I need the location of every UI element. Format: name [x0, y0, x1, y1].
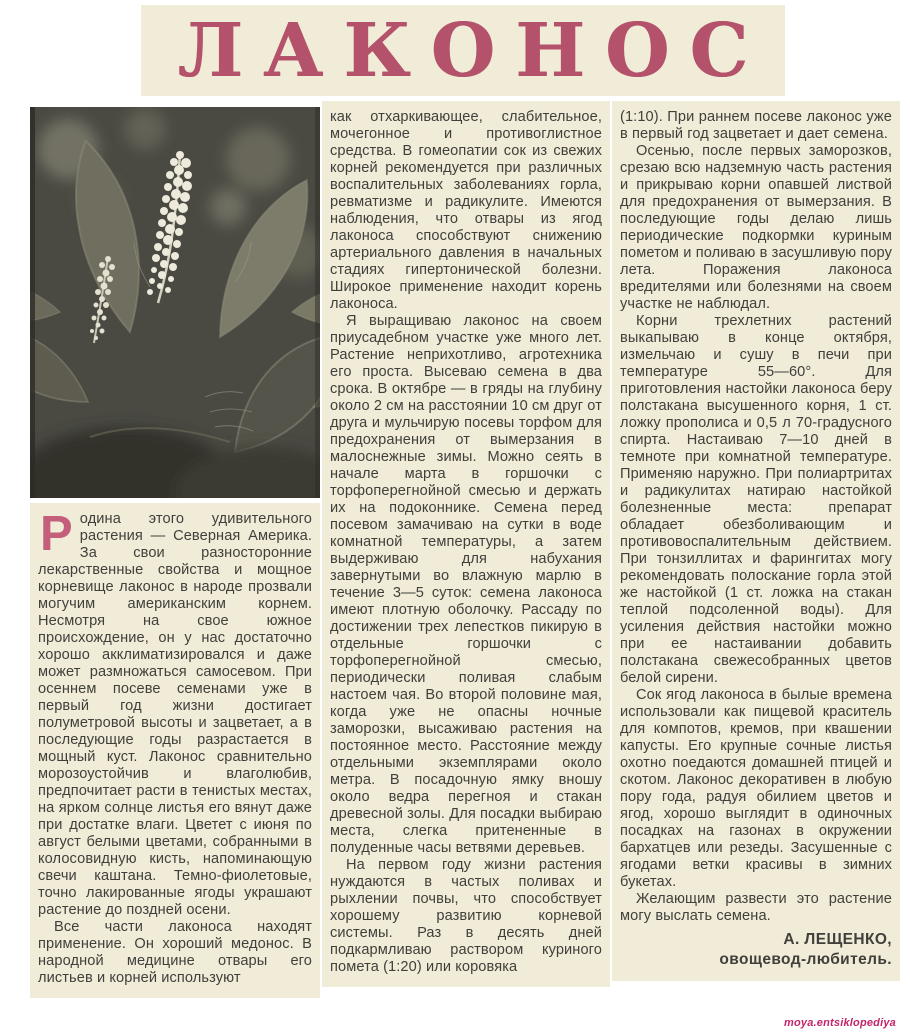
pokeweed-photo-illustration [30, 107, 320, 498]
author-role: овощевод-любитель. [719, 951, 892, 968]
pokeweed-photo [30, 107, 320, 498]
left-column-text [30, 503, 320, 998]
paragraph: На первом году жизни растения нуждаются в частых поливах и рыхлении почвы, что способствует хорошему развитию корневой системы. Раз в десять дней подкармливаю раствором куриного помета (1:20) или коровяка [330, 857, 602, 975]
paragraph: Сок ягод лаконоса в былые времена использовали как пищевой краситель для компотов, кремов, при квашении капусты. Его крупные сочные листья охотно поедаются домашней птицей и скотом. Лаконос декоративен в любую пору года, радуя обилием цветов и ягод, хорошо выглядит в одиночных посадках на газонах в окружении бархатцев или резеды. Засушенные с ягодами ветки красивы в зимних букетах. [620, 687, 892, 890]
author-signature [620, 930, 892, 970]
author-name: А. ЛЕЩЕНКО, [783, 931, 892, 948]
paragraph [38, 507, 312, 919]
article-title-strip [141, 5, 785, 96]
article-title: ЛАКОНОС [177, 7, 769, 94]
middle-column [322, 101, 610, 987]
right-column [612, 101, 900, 981]
paragraph: Корни трехлетних растений выкапываю в конце октября, измельчаю и сушу в печи при температуре 55—60°. Для приготовления настойки лаконоса беру полстакана высушенного корня, 1 ст. ложку прополиса и 0,5 л 70-градусного спирта. Настаиваю 7—10 дней в темноте при комнатной температуре. Применяю наружно. При полиартритах и радикулитах натираю настойкой болезненные места: препарат обладает обезболивающим и противовоспалительным действием. При тонзиллитах и фарингитах могу рекомендовать полоскание горла этой же настойкой (1 ст. ложка на стакан теплой подсоленной воды). Для усиления действия настойки можно при ее настаивании добавить полстакана свежесобранных цветов белой сирени. [620, 313, 892, 686]
paragraph: Осенью, после первых заморозков, срезаю всю надземную часть растения и прикрываю корни опавшей листвой для предохранения от вымерзания. В последующие годы делаю лишь периодические подкормки куриным пометом и поливаю в засушливую пору лета. Поражения лаконоса вредителями или болезнями на своем участке не наблюдал. [620, 143, 892, 312]
paragraph: как отхаркивающее, слабительное, мочегонное и противоглистное средства. В гомеопатии сок из свежих корней рекомендуется при различных воспалительных заболеваниях горла, ревматизме и радикулите. Имеются наблюдения, что отвары из ягод лаконоса способствуют снижению артериального давления в начальных стадиях гипертонической болезни. Широкое применение находит корень лаконоса. [330, 109, 602, 312]
left-column [30, 107, 320, 998]
watermark: moya.entsiklopediya [783, 1017, 896, 1029]
paragraph: Я выращиваю лаконос на своем приусадебном участке уже много лет. Растение неприхотливо, агротехника его проста. Высеваю семена в два срока. В октябре — в гряды на глубину около 2 см на расстоянии 10 см друг от друга и мульчирую посевы торфом для предохранения от вымерзания в малоснежные зимы. Можно сеять в начале марта в горшочки с торфоперегнойной смесью и держать их на подоконнике. Семена перед посевом замачиваю на сутки в воде комнатной температуры, а затем выдерживаю для набухания завернутыми во влажную марлю в течение 3—5 суток: семена лаконоса имеют плотную оболочку. Рассаду по достижении трех лепестков пикирую в отдельные горшочки с торфоперегнойной смесью, периодически поливая слабым настоем чая. Во второй половине мая, когда уже не опасны ночные заморозки, высаживаю растения на постоянное место. Расстояние между отдельными экземплярами около метра. В посадочную ямку вношу около ведра перегноя и стакан древесной золы. Для посадки выбираю места, слегка притененные в полуденные часы ветвями деревьев. [330, 313, 602, 856]
paragraph-text: одина этого удивительного растения — Северная Америка. За свои разносторонние лекарственные свойства и мощное корневище лаконос в народе прозвали могучим американским корнем. Несмотря на свое южное происхождение, он у нас достаточно хорошо акклиматизировался и даже может размножаться самосевом. При осеннем посеве семенами уже в первый год жизни достигает полуметровой высоты и зацветает, а в последующие годы разрастается в мощный куст. Лаконос сравнительно морозоустойчив и влаголюбив, предпочитает расти в тенистых местах, на ярком солнце листья его вянут даже при достатке влаги. Цветет с июня по август белыми цветами, собранными в колосовидную кисть, напоминающую свечи каштана. Темно-фиолетовые, точно лакированные ягоды украшают растение до поздней осени. [38, 511, 312, 918]
drop-cap: Р [40, 507, 73, 561]
paragraph: Желающим развести это растение могу выслать семена. [620, 891, 892, 924]
paragraph: (1:10). При раннем посеве лаконос уже в первый год зацветает и дает семена. [620, 109, 892, 142]
paragraph: Все части лаконоса находят применение. Он хороший медонос. В народной медицине отвары его листьев и корней используют [38, 919, 312, 986]
